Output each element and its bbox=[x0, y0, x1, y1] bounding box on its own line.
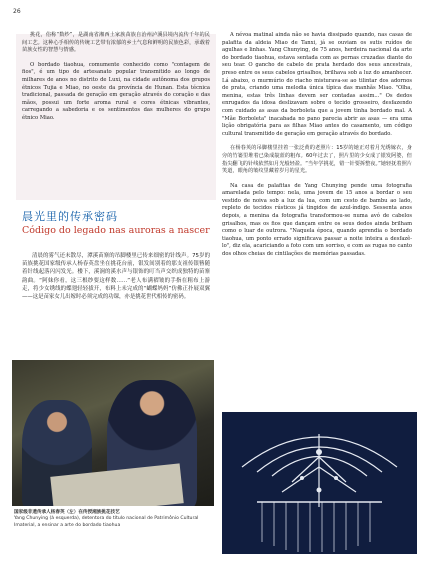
right-column bbox=[222, 32, 412, 266]
right-pt-paragraph-3: Na casa de palafitas de Yang Chunying pende uma fotografia amarelada pelo tempo: nela, uma jovem de 15 anos a bordar o seu vestido de noiva sob a luz da lua, com um cesto de bambu ao lado, repleto de tecidos rústicos já tingidos de azul-índigo. Sessenta anos depois, a menina da fotografia transformou-se numa avó de cabelos grisalhos, mas os fios que dançam entre os seus dedos ainda brilham como o luar de outrora. "Naquela época, quando aprendia o bordado tiaohua, um ponto errado significava passar a noite inteira a desfazê-lo", diz ela, acariciando a foto com um sorriso, e com as rugas no canto dos olhos cheias de cintilações de memórias passadas. bbox=[222, 182, 412, 258]
caption-cn: 国家级非遗传承人杨春英（左）在传授湘族挑花技艺 bbox=[14, 510, 120, 515]
cn-body bbox=[22, 252, 210, 301]
intro-pt-paragraph: O bordado tiaohua, comumente conhecido como "contagem de fios", é um tipo de artesanato popular transmitido ao longo de milhares de anos no distrito de Luxi, na cidade autônoma dos grupos étnicos Tujia e Miao, no oeste da província de Hunan. Esta técnica tradicional, passada de geração em geração através do coração e das mãos, possui um forte aroma rural e cores étnicas vibrantes, carregando a sabedoria e os sentimentos das mulheres do grupo étnico Miao. bbox=[22, 61, 210, 121]
intro-cn-paragraph: 挑花，俗称“数纱”，是湖南省湘西土家族苗族自治州泸溪县境内流传千年的民间工艺。这种心手相传的传统工艺带有浓郁的乡土气息和鲜明的民族色彩，承载着苗族女性的智慧与情感。 bbox=[22, 32, 210, 54]
section-title-cn: 晨光里的传承密码 bbox=[22, 210, 118, 223]
photo-caption bbox=[14, 510, 219, 529]
embroidery-pattern bbox=[222, 412, 417, 554]
section-title-pt: Código do legado nas auroras a nascer bbox=[22, 225, 210, 236]
caption-pt: Yang Chunying (à esquerda), detentora do título nacional de Patrimônio Cultural Imaterial, a ensinar a arte do bordado tiaohua bbox=[14, 516, 199, 528]
right-cn-paragraph-2: 在杨春英的吊脚楼里挂着一张泛黄的老照片：15岁的她正对着月光绣嫁衣，身旁的竹篓里堆着已染成靛蓝的粗布。60年过去了，照片里的少女成了银发阿婆，但指尖翻飞的针线依然如月光般轻盈。“当年学挑花，错一针要拆整夜。”她轻抚着照片笑道，眼角的皱纹里藏着岁月的星光。 bbox=[222, 145, 412, 175]
right-pt-paragraph-1: A névoa matinal ainda não se havia dissipado quando, nas casas de palafita da aldeia Miao de Tanxi, já se ouviam os sutis ruídos de agulhas e linhas. Yang Chunying, de 75 anos, herdeira nacional da arte do bordado tiaohua, estava sentada com as pernas cruzadas diante do seu tear. O gancho de cabelo de prata herdado dos seus ancestrais, preso entre os seus cabelos grisalhos, brilhava sob a luz do amanhecer. Lá abaixo, o murmúrio do riacho misturava-se ao tilintar dos adornos de prata, criando uma melodia única típica das manhãs Miao. "Olha, menina, estas três linhas devem ser contadas assim..." Os dedos enrugados da idosa deslizavam sobre o tecido grosseiro, desfazendo com cuidado as asas da borboleta que a jovem tinha bordado mal. A "Mãe Borboleta" inacabada no pano parecia abrir as asas — era uma lição obrigatória para as filhas Miao antes do casamento, um código cultural transmitido de geração em geração através do bordado. bbox=[222, 32, 412, 137]
section-heading bbox=[22, 208, 212, 236]
left-intro bbox=[22, 32, 210, 130]
cn-body-paragraph: 清晨的雾气还未散尽，潭溪苗寨的吊脚楼里已传来细密的针线声。75岁的苗族挑花国家级传承人杨春英盘坐在挑花台前，银发间别着的那支祖传银簪随着针线起落闪闪发光。楼下，溪涧的溪水声与银饰的叮当声交织成独特的苗寨韵曲。“阿妹你看，这三根纱要这样数……”老人布满褶皱的手指在粗布上游走，将少女绣线的蝶翅轻轻拔开，布料上未完成的“蝴蝶妈妈”仿佛正扑展双翼——这是苗家女儿出嫁时必须完成的功课，亦是挑花世代相传的密码。 bbox=[22, 253, 210, 301]
page-number: 26 bbox=[13, 8, 21, 15]
photo-embroidery-teaching bbox=[12, 360, 214, 506]
embroidery-motif-image bbox=[222, 412, 417, 554]
